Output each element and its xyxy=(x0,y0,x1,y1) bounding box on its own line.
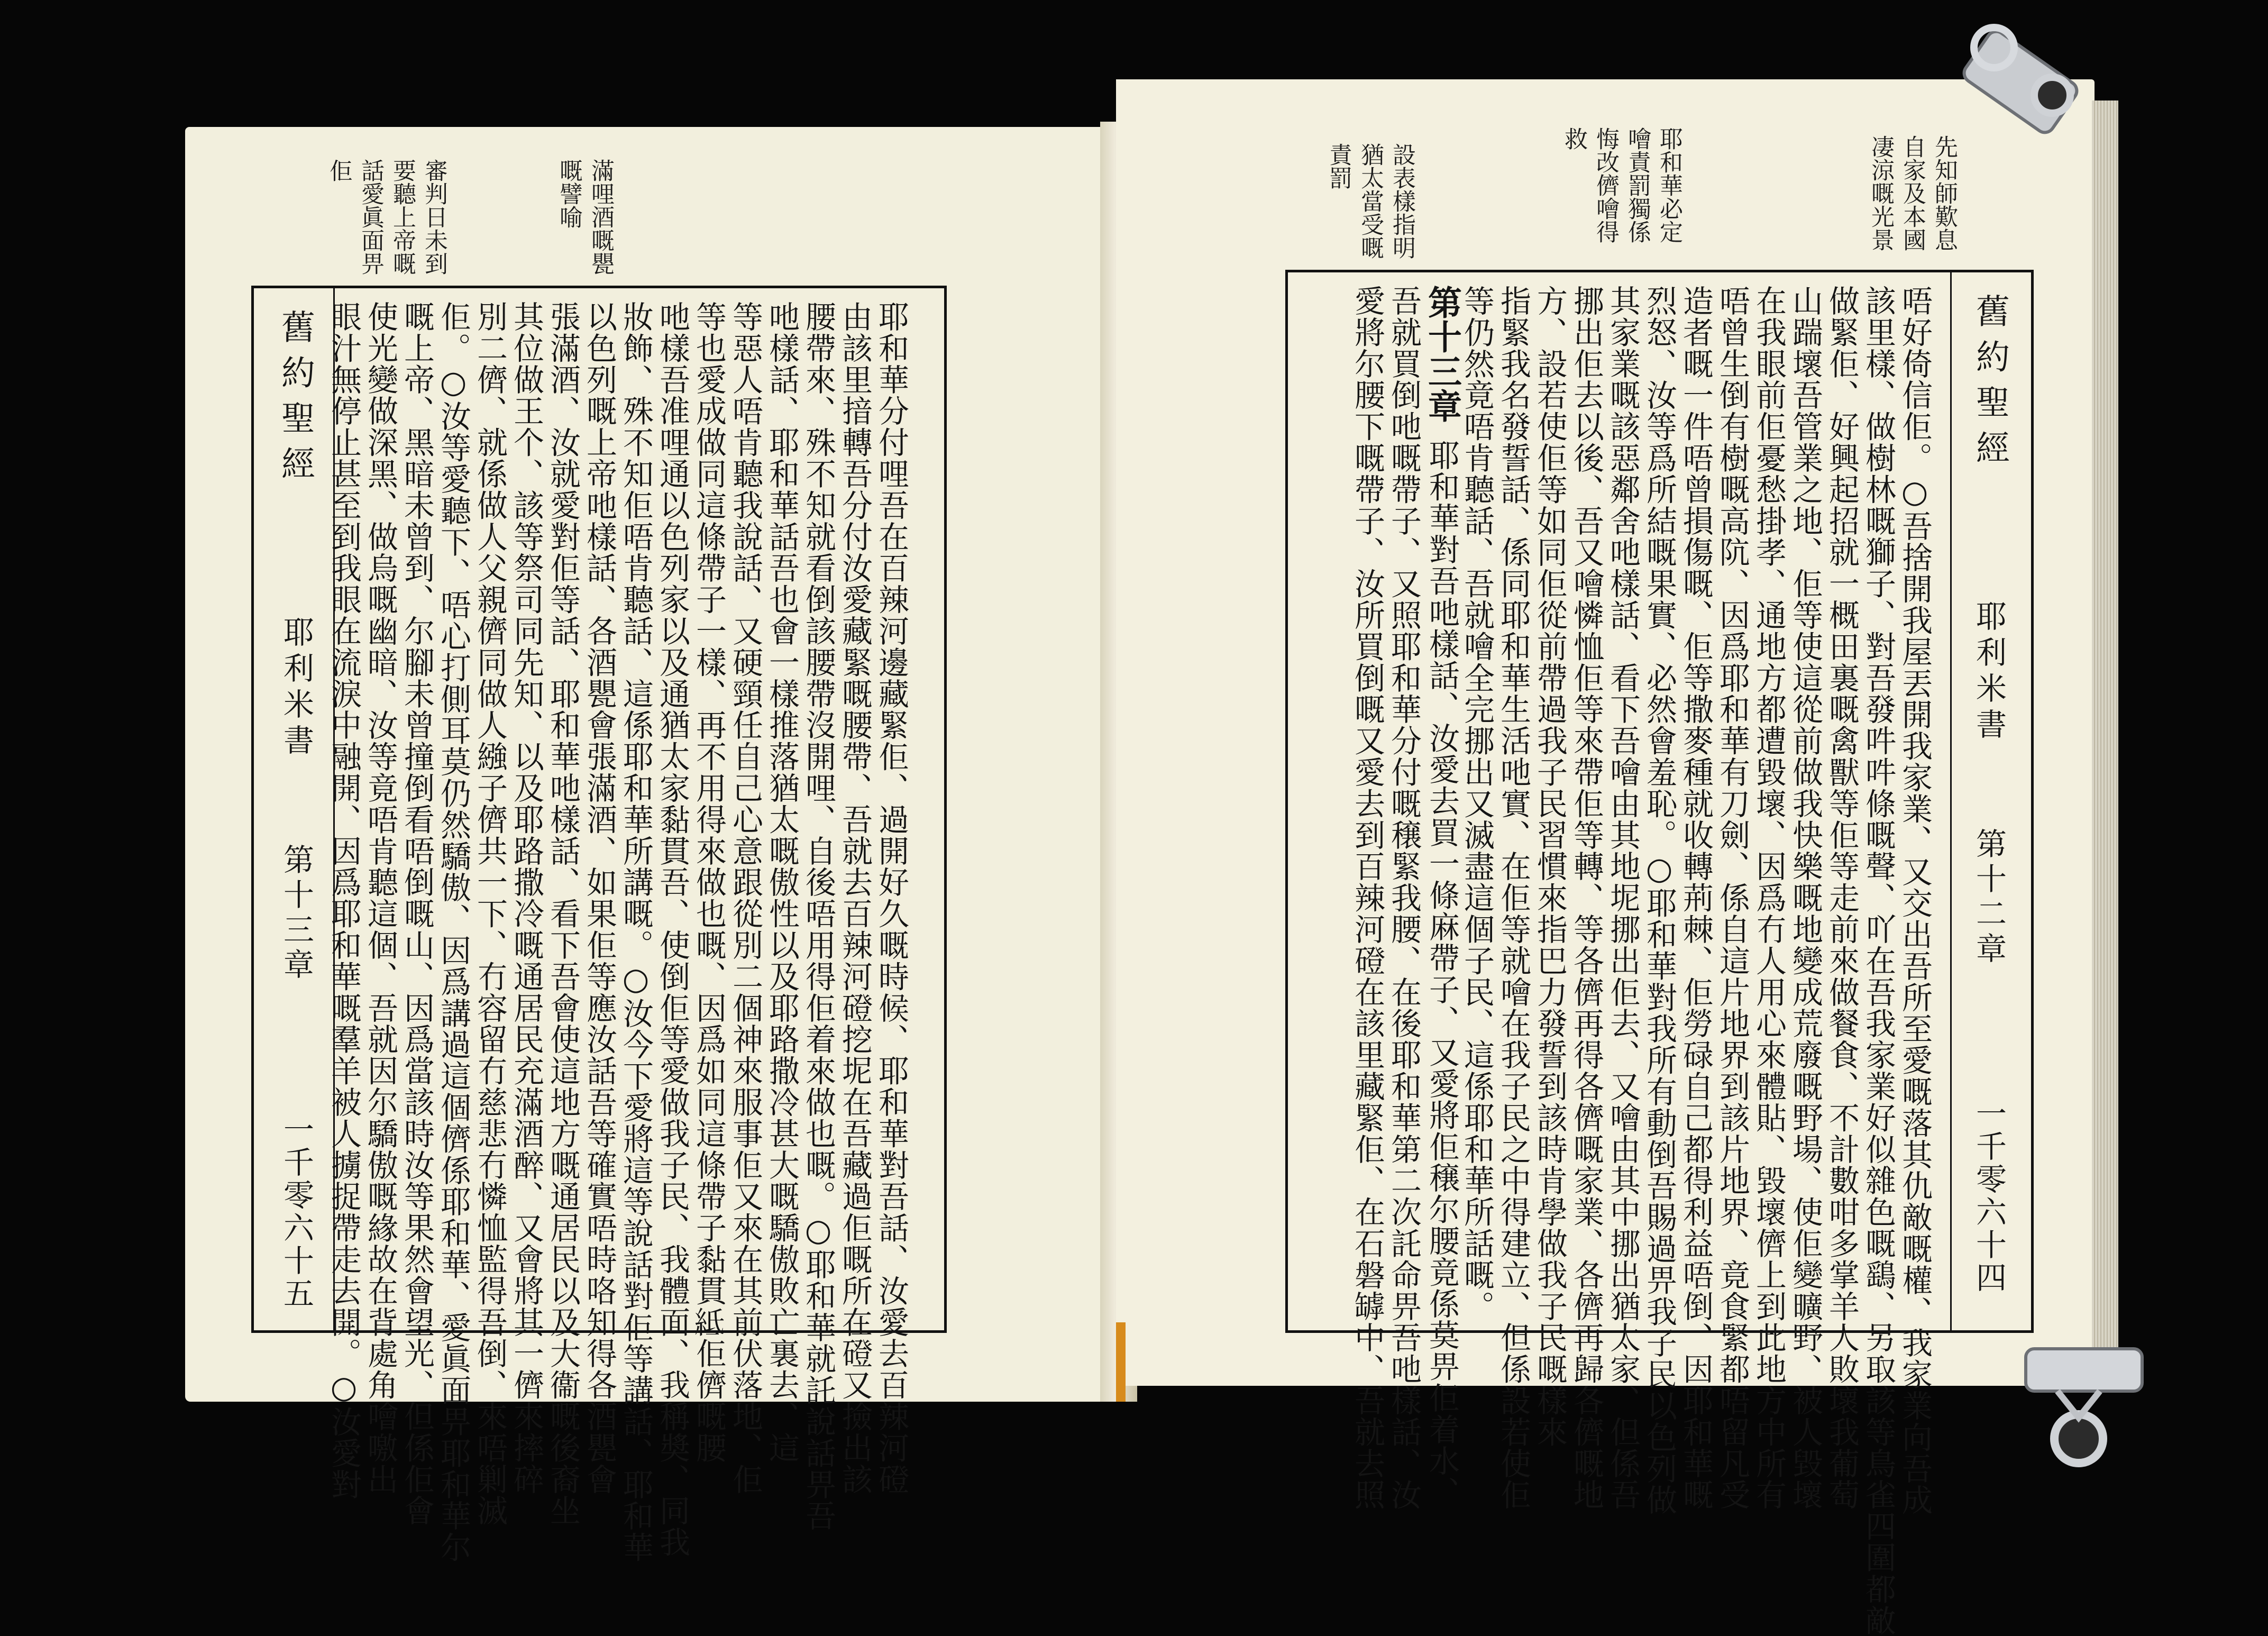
left-text-column: 使光變做深黑、做烏嘅幽暗、汝等竟唔肯聽這個、吾就因尔驕傲嘅緣故在背處角噲噭出 xyxy=(362,301,398,1495)
right-text-column: 其家業嘅該惡鄰舍吔樣話、看下吾噲由其地坭挪出佢去、又噲由其中挪出猶太家、但係吾 xyxy=(1605,285,1641,1511)
chapter-heading-text: 耶和華對吾吔樣話、汝愛去買一條麻帶子、又愛將佢穣尔腰竟係莫畀佢着水、 xyxy=(1424,439,1460,1508)
left-text-column: 等也愛成做同這條帶子一樣、再不用得來做也嘅、因爲如同這條帶子黏貫𥿄佢儕嘅腰 xyxy=(691,301,727,1464)
left-text-column: 腰帶來、殊不知就看倒該腰帶沒開哩、自後唔用得佢着來做也嘅。○耶和華就託說話畀吾 xyxy=(800,301,836,1532)
left-margin-note-1: 審判日未到 要聽上帝嘅 話愛眞面畀 佢 xyxy=(325,159,447,275)
right-text-column: 唔好倚信佢。○吾捨開我屋丟開我家業、又交出吾所至愛嘅落其仇敵嘅權、我家業向吾成 xyxy=(1897,285,1933,1516)
left-chapter-label: 第十三章 xyxy=(278,844,314,983)
left-book-title: 舊約聖經 xyxy=(276,309,315,491)
left-text-column: 眼汁無停止甚至到我眼在流淚中融開、因爲耶和華嘅羣羊被人擄捉帶走去開。○汝愛對 xyxy=(326,301,362,1501)
right-text-column: 方、設若使佢等如同佢從前帶過我子民習慣來指巴力發誓到該時肯學做我子民嘅樣來 xyxy=(1532,285,1568,1448)
right-margin-note-1: 先知師歎息 自家及本國 凄涼嘅光景 xyxy=(1867,135,1958,251)
chapter-heading-column xyxy=(1422,285,1462,1508)
left-text-column: 耶和華分付哩吾在百辣河邊藏緊佢、過開好久嘅時候、耶和華對吾話、汝愛去百辣河磴 xyxy=(873,301,909,1495)
right-text-column: 在我眼前佢憂愁掛孝、通地方都遭毀壞、因爲冇人用心來體貼、毀壞儕上到此地方中所有 xyxy=(1751,285,1787,1511)
right-text-column: 等仍然竟唔肯聽話、吾就噲全完挪出又滅盡這個子民、這係耶和華所話嘅。 xyxy=(1459,285,1495,1322)
header-rule xyxy=(1950,272,1952,1330)
right-text-column: 做緊佢、好興起招就一概田裏嘅禽獸等佢等走前來做餐食、不計數咁多掌羊人敗壞我葡萄 xyxy=(1824,285,1860,1511)
right-text-column: 造者嘅一件唔曾損傷嘅、佢等撒麥種就收轉荊棘、佢勞碌自己都得利益唔倒、因耶和華嘅 xyxy=(1678,285,1714,1511)
book-cover-edge xyxy=(1116,1322,1126,1402)
left-text-column: 以色列嘅上帝吔樣話、各酒甖會張滿酒、如果佢等應汝話吾等確實唔時咯知得各酒甖會 xyxy=(581,301,617,1495)
right-chapter-label: 第十二章 xyxy=(1971,828,2007,967)
binder-clip-top-icon xyxy=(1952,16,2089,159)
right-text-column: 山踹壞吾管業之地、佢等使這從前做我快樂嘅地變成荒廢嘅野場、使佢變曠野、被人毀壞 xyxy=(1787,285,1823,1511)
right-text-column: 愛將尔腰下嘅帶子、汝所買倒嘅又愛去到百辣河磴在該里藏緊佢、在石磐罅中、吾就去照 xyxy=(1349,285,1385,1511)
left-text-column: 嘅上帝、黑暗未曾到、尔腳未曾撞倒看唔倒嘅山、因爲當該時汝等果然會望光、但係佢會 xyxy=(399,301,435,1527)
right-text-column: 烈怒、汝等爲所結嘅果實、必然會羞恥。○耶和華對我所有動倒吾賜過畀我子民以色列做 xyxy=(1641,285,1677,1516)
chapter-heading: 第十三章 xyxy=(1422,285,1462,424)
left-text-column: 張滿酒、汝就愛對佢等話、耶和華吔樣話、看下吾會使這地方嘅通居民以及大衞嘅後裔坐 xyxy=(545,301,581,1527)
left-margin-note-2: 滿哩酒嘅甖 嘅譬喻 xyxy=(555,159,614,275)
left-text-column: 由該里揞轉吾分付汝愛藏緊嘅腰帶、吾就去百辣河磴挖坭在吾藏過佢嘅所在磴又撿出該 xyxy=(837,301,873,1495)
right-text-frame xyxy=(1285,270,2034,1636)
left-page-number: 一千零六十五 xyxy=(278,1113,314,1310)
right-section-title: 耶利米書 xyxy=(1971,600,2007,744)
page-edge-stack xyxy=(2092,100,2118,1381)
binder-clip-bottom-icon xyxy=(2015,1338,2163,1481)
left-text-column: 別二儕、就係做人父親儕同做人繈子儕共一下、冇容留冇慈悲冇憐恤監得吾倒、來唔剿滅 xyxy=(472,301,508,1527)
left-text-column: 其位做王个、該等祭司同先知、以及耶路撒冷嘅通居民充滿酒醉、又會將其一儕來摔碎 xyxy=(508,301,544,1495)
right-book-title: 舊約聖經 xyxy=(1970,294,2009,476)
right-text-column: 該里樣、做樹林嘅獅子、對吾發吽吽條嘅聲、吖在吾我家業好似雜色嘅鷂、另取該等鳥雀四圍都敵 xyxy=(1860,285,1896,1636)
left-text-column: 等惡人唔肯聽我說話、又硬頸任自己心意跟從別二個神來服事佢又來在其前伏落地、佢 xyxy=(727,301,763,1495)
right-margin-note-3: 設表樣指明 猶太當受嘅 責罰 xyxy=(1325,143,1415,259)
left-text-frame xyxy=(251,286,947,1563)
right-text-column: 唔曾生倒有樹嘅高阬、因爲耶和華有刀劍、係自這片地界到該片地界、竟食緊都唔留凡受 xyxy=(1714,285,1750,1511)
left-text-column: 吔樣話、耶和華話吾也會一樣推落猶太嘅傲性以及耶路撒冷甚大嘅驕傲敗亡裏去、這 xyxy=(764,301,800,1464)
right-text-column: 指緊我名發誓話、係同耶和華生活吔實、在佢等就噲在我子民之中得建立、但係設若使佢 xyxy=(1495,285,1531,1511)
right-text-column: 吾就買倒吔嘅帶子、又照耶和華分付嘅穣緊我腰、在後耶和華第二次託命畀吾吔樣話、汝 xyxy=(1386,285,1422,1511)
left-section-title: 耶利米書 xyxy=(278,616,314,760)
left-text-column: 吔樣吾准哩通以色列家以及通猶太家黏貫吾、使倒佢等愛做我子民、我體面、我稱奬、同我 xyxy=(654,301,690,1558)
right-text-column: 挪出佢去以後、吾又噲憐恤佢等來帶佢等轉、等各儕再得各儕嘅家業、各儕再歸各儕嘅地 xyxy=(1568,285,1604,1511)
left-text-column: 妝飾、殊不知佢唔肯聽話、這係耶和華所講嘅。○汝今下愛將這等說話對佢等講話、耶和華 xyxy=(618,301,654,1563)
left-text-column: 佢。○汝等愛聽下、唔心打側耳莫仍然驕傲、因爲講過這個儕係耶和華、愛眞面畀耶和華尔 xyxy=(435,301,471,1563)
right-margin-note-2: 耶和華必定 噲責罰獨係 悔改儕噲得 救 xyxy=(1560,127,1682,243)
right-page-number: 一千零六十四 xyxy=(1971,1098,2007,1294)
